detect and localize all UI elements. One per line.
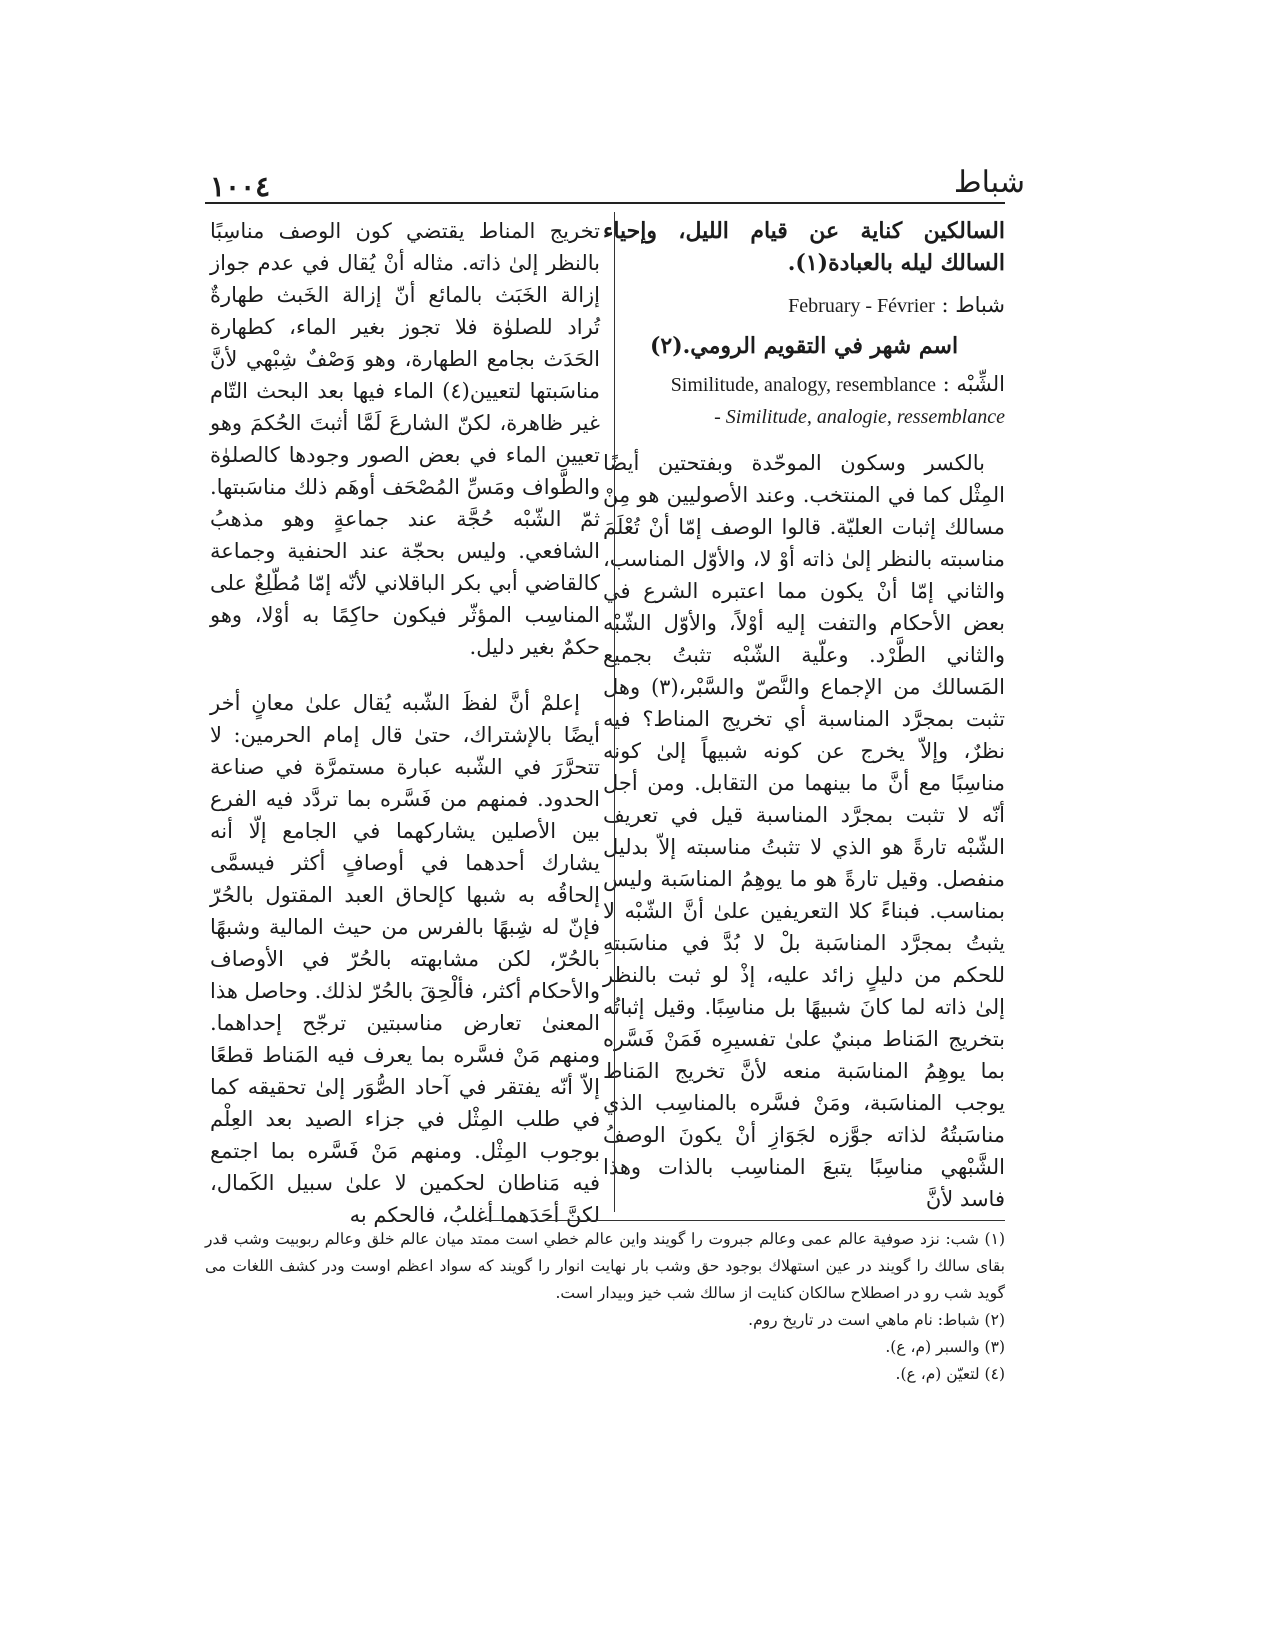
entry-shubat-translation: February - Février bbox=[788, 295, 935, 317]
entry-shibh-translation-en: Similitude, analogy, resemblance bbox=[670, 374, 936, 396]
running-header-word: شباط bbox=[953, 165, 1025, 200]
left-paragraph-2: إعلمْ أنَّ لفظَ الشّبه يُقال علىٰ معانٍ أخر أيضًا بالإشتراك، حتىٰ قال إمام الحرمين: لا تتحرَّرَ في الشّبه عبارة مستمرَّة في صناعة الحدود. فمنهم من فَسَّره بما تردَّد فيه الفرع بين الأصلين يشاركهما في الجامع إلّا أنه يشارك أحدهما في أوصافٍ أكثر فيسمَّى إلحاقُه به شبها كإلحاق العبد المقتول بالحُرّ فإنّ له شِبهًا بالفرس من حيث المالية وشبهًا بالحُرّ، لكن مشابهته بالحُرّ في الأوصاف والأحكام أكثر، فألْحِقَ بالحُرّ لذلك. وحاصل هذا المعنىٰ تعارض مناسبتين ترجّح إحداهما. ومنهم مَنْ فسَّره بما يعرف فيه المَناط قطعًا إلاّ أنّه يفتقر في آحاد الصُّوَر إلىٰ تحقيقه كما في طلب المِثْل في جزاء الصيد بعد العِلْم بوجوب المِثْل. ومنهم مَنْ فَسَّره بما اجتمع فيه مَناطان لحكمين لا علىٰ سبيل الكَمال، لكنَّ أحَدَهما أغلبُ، فالحكم به bbox=[210, 691, 600, 1227]
right-column bbox=[603, 215, 1005, 1215]
header-rule bbox=[205, 202, 1005, 204]
left-column bbox=[210, 215, 600, 1231]
entry-shibh-body: بالكسر وسكون الموحّدة وبفتحتين أيضًا المِثْل كما في المنتخب. وعند الأصوليين هو مِنْ مسالك إثبات العليّة. قالوا الوصف إمّا أنْ تُعْلَمَ مناسبته بالنظر إلىٰ ذاته أوْ لا، والأوّل المناسب، والثاني إمّا أنْ يكون مما اعتبره الشرع في بعض الأحكام والتفت إليه أوْلاً، والأوّل الشّبْه والثاني الطَّرْد. وعلّية الشّبْه تثبتُ بجميع المَسالك من الإجماع والنَّصّ والسَّبْر،(٣) وهل تثبت بمجرَّد المناسبة أي تخريج المناط؟ فيه نظرٌ، وإلاّ يخرج عن كونه شبيهاً إلىٰ كونه مناسِبًا مع أنَّ ما بينهما من التقابل. ومن أجل أنّه لا تثبت بمجرَّد المناسبة قيل في تعريف الشّبْه تارةً هو الذي لا تثبتُ مناسبته إلاّ بدليل منفصل. وقيل تارةً هو ما يوهِمُ المناسَبة وليس بمناسب. فبناءً كلا التعريفين علىٰ أنَّ الشّبْه لا يثبتُ بمجرَّد المناسَبة بلْ لا بُدَّ في مناسَبتهِ للحكم من دليلٍ زائد عليه، إذْ لو ثبت بالنظر إلىٰ ذاته لما كانَ شبيهًا بل مناسِبًا. وقيل إثباتُه بتخريج المَناط مبنيٌ علىٰ تفسيرِه فَمَنْ فَسَّره بما يوهِمُ المناسَبة منعه لأنَّ تخريج المَناط يوجب المناسَبة، ومَنْ فسَّره بالمناسِب الذي مناسَبتُهُ لذاته جوَّزه لجَوَازِ أنْ يكونَ الوصفُ الشَّبْهي مناسِبًا يتبعَ المناسِب بالذات وهذا فاسد لأنَّ bbox=[603, 451, 1005, 1211]
left-paragraph-1: تخريج المناط يقتضي كون الوصف مناسِبًا بالنظر إلىٰ ذاته. مثاله أنْ يُقال في عدم جواز إزالة الخَبَث بالمائع أنّ إزالة الخَبث طهارةٌ تُراد للصلوٰة فلا تجوز بغير الماء، كطهارة الحَدَث بجامع الطهارة، وهو وَصْفٌ شِبْهي لأنَّ مناسَبتها لتعيين(٤) الماء فيها بعد البحث التّام غير ظاهرة، لكنّ الشارعَ لَمَّا أثبتَ الحُكمَ وهو تعيين الماء في بعض الصور وجودها كالصلوٰة والطَّواف ومَسِّ المُصْحَف أوهَم ذلك مناسَبتها. ثمّ الشّبْه حُجَّة عند جماعةٍ وهو مذهبُ الشافعي. وليس بحجّة عند الحنفية وجماعة كالقاضي أبي بكر الباقلاني لأنّه إمّا مُطّلِعٌ على المناسِب المؤثّر فيكون حاكِمًا به أوْلا، وهو حكمٌ بغير دليل. bbox=[210, 219, 600, 659]
paragraph-gap bbox=[210, 663, 600, 687]
footnote-rule bbox=[485, 1220, 1005, 1221]
entry-shubat bbox=[603, 289, 1005, 322]
page-number: ١٠٠٤ bbox=[210, 170, 271, 203]
footnote-4: (٤) لتعيّن (م، ع). bbox=[895, 1365, 1005, 1383]
entry-shibh-translation-fr: - Similitude, analogie, ressemblance bbox=[714, 406, 1005, 428]
intro-heading: السالكين كناية عن قيام الليل، وإحياء السالك ليله بالعبادة(١). bbox=[603, 218, 1005, 276]
entry-shubat-label: شباط : bbox=[941, 293, 1005, 317]
column-divider bbox=[614, 212, 615, 1212]
footnote-1: (١) شب: نزد صوفية عالم عمى وعالم جبروت را گويند واين عالم خطي است ممتد ميان عالم خلق وعالم ربوبيت وشب قدر بقاى سالك را گويند در عين استهلاك بوجود حق وشب بار نهايت انوار را گويند كه سواد اعظم اوست ودر كشف اللغات مى گويد شب رو در اصطلاح سالكان كنايت از سالك شب خيز وبيدار است. bbox=[205, 1230, 1005, 1302]
footnotes bbox=[205, 1226, 1005, 1388]
entry-shibh-label: الشِّبْه : bbox=[942, 372, 1005, 396]
footnote-3: (٣) والسبر (م، ع). bbox=[885, 1338, 1005, 1356]
entry-shubat-definition: اسم شهر في التقويم الرومي.(٢) bbox=[649, 333, 959, 359]
entry-shibh bbox=[603, 368, 1005, 401]
footnote-2: (٢) شباط: نام ماهي است در تاريخ روم. bbox=[748, 1311, 1005, 1329]
